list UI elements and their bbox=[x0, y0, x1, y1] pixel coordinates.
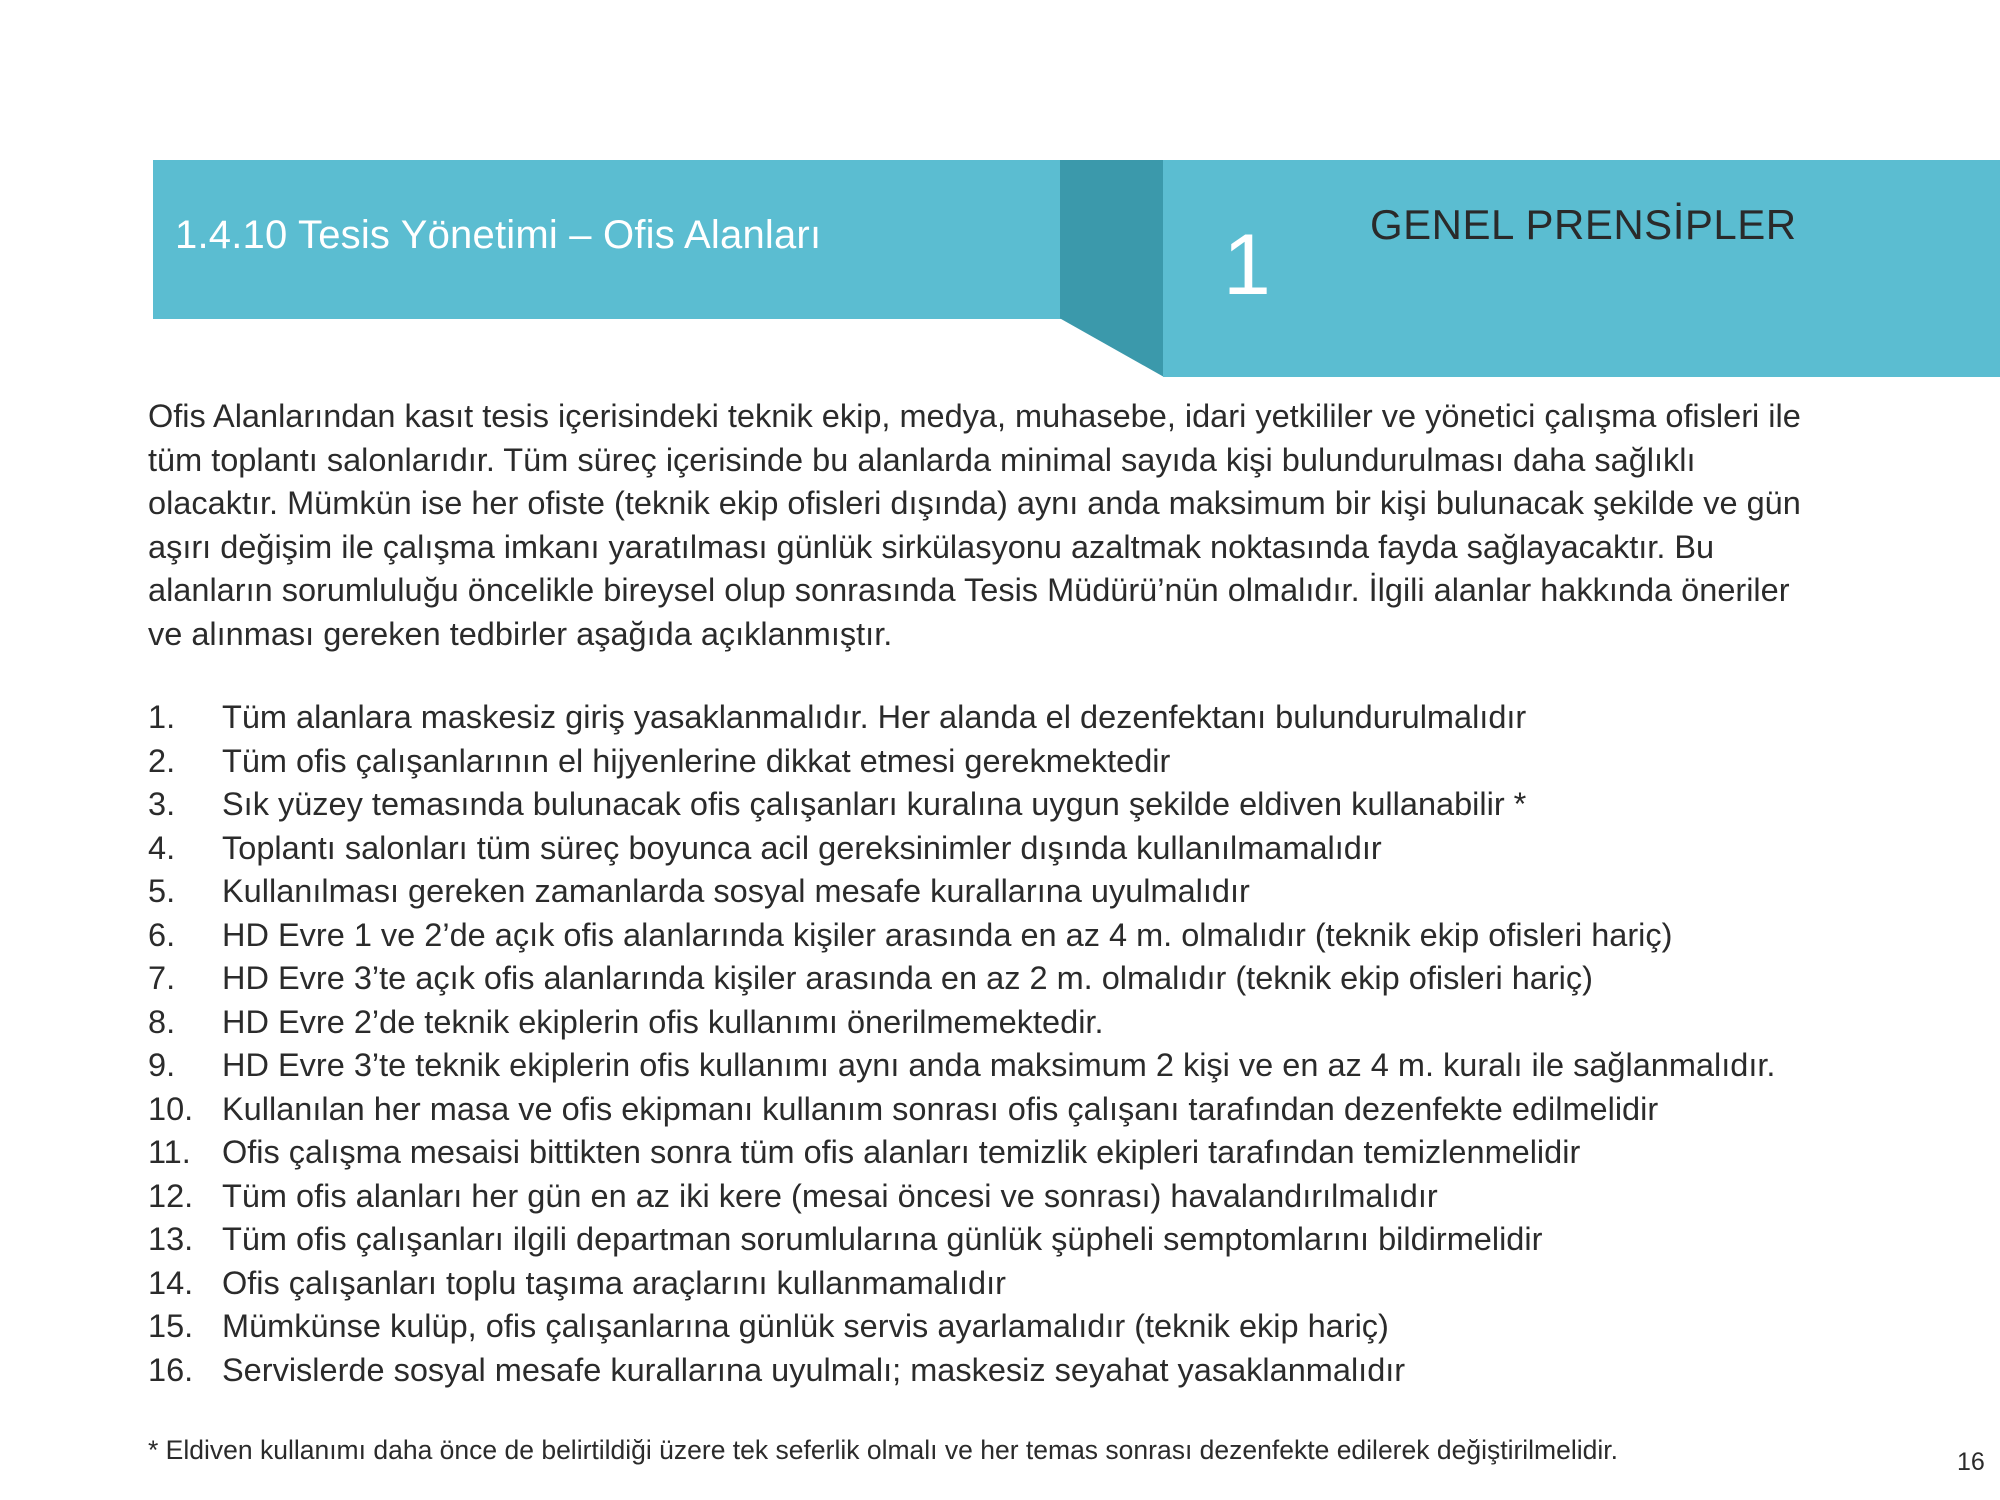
list-item-number: 2. bbox=[148, 742, 176, 779]
list-item-number: 5. bbox=[148, 873, 176, 909]
list-item bbox=[148, 696, 1775, 740]
list-item-number: 7. bbox=[148, 960, 176, 996]
list-item-number: 13. bbox=[148, 1221, 194, 1257]
intro-line: Ofis Alanlarından kasıt tesis içerisindeki teknik ekip, medya, muhasebe, idari yetkililer ve yönetici çalışma ofisleri ile bbox=[148, 398, 1801, 434]
list-item bbox=[148, 1001, 1775, 1045]
list-item-number: 14. bbox=[148, 1264, 194, 1301]
list-item-text: HD Evre 3’te teknik ekiplerin ofis kullanımı aynı anda maksimum 2 kişi ve en az 4 m. kuralı ile sağlanmalıdır. bbox=[222, 1047, 1776, 1083]
list-item bbox=[148, 1175, 1775, 1219]
rules-list bbox=[148, 696, 1775, 1392]
list-item-text: Tüm alanlara maskesiz giriş yasaklanmalıdır. Her alanda el dezenfektanı bulundurulmalıdır bbox=[222, 699, 1527, 735]
list-item-text: Ofis çalışanları toplu taşıma araçlarını kullanmamalıdır bbox=[222, 1264, 1006, 1301]
list-item-number: 16. bbox=[148, 1351, 194, 1388]
list-item bbox=[148, 827, 1775, 871]
list-item-text: HD Evre 1 ve 2’de açık ofis alanlarında kişiler arasında en az 4 m. olmalıdır (teknik ekip ofisleri hariç) bbox=[222, 916, 1673, 953]
list-item-number: 11. bbox=[148, 1134, 191, 1170]
list-item bbox=[148, 1131, 1775, 1175]
list-item bbox=[148, 1305, 1775, 1349]
list-item-number: 4. bbox=[148, 829, 176, 866]
intro-line: alanların sorumluluğu öncelikle bireysel olup sonrasında Tesis Müdürü’nün olmalıdır. İlgili alanlar hakkında öneriler bbox=[148, 572, 1790, 608]
list-item-text: Kullanılan her masa ve ofis ekipmanı kullanım sonrası ofis çalışanı tarafından dezenfekte edilmelidir bbox=[222, 1090, 1659, 1127]
list-item-number: 12. bbox=[148, 1177, 194, 1214]
list-item bbox=[148, 1262, 1775, 1306]
intro-line: ve alınması gereken tedbirler aşağıda açıklanmıştır. bbox=[148, 615, 893, 652]
list-item bbox=[148, 870, 1775, 914]
list-item bbox=[148, 740, 1775, 784]
header-fold-shadow bbox=[1060, 160, 1164, 377]
chapter-title: GENEL PRENSİPLER bbox=[1370, 201, 1797, 248]
intro-line: tüm toplantı salonlarıdır. Tüm süreç içerisinde bu alanlarda minimal sayıda kişi bulundurulması daha sağlıklı bbox=[148, 441, 1696, 478]
list-item-number: 9. bbox=[148, 1047, 176, 1083]
intro-line: olacaktır. Mümkün ise her ofiste (teknik ekip ofisleri dışında) aynı anda maksimum bir kişi bulunacak şekilde ve gün bbox=[148, 485, 1801, 521]
list-item-text: Sık yüzey temasında bulunacak ofis çalışanları kuralına uygun şekilde eldiven kullanabilir * bbox=[222, 786, 1527, 822]
list-item bbox=[148, 783, 1775, 827]
list-item bbox=[148, 1218, 1775, 1262]
list-item-text: Ofis çalışma mesaisi bittikten sonra tüm ofis alanları temizlik ekipleri tarafından temizlenmelidir bbox=[222, 1134, 1581, 1170]
page-number: 16 bbox=[1957, 1448, 1985, 1476]
list-item-number: 3. bbox=[148, 786, 176, 822]
list-item-text: Servislerde sosyal mesafe kurallarına uyulmalı; maskesiz seyahat yasaklanmalıdır bbox=[222, 1351, 1406, 1388]
chapter-header-band bbox=[1163, 160, 2000, 377]
list-item-text: Toplantı salonları tüm süreç boyunca acil gereksinimler dışında kullanılmamalıdır bbox=[222, 829, 1382, 866]
intro-paragraph bbox=[148, 395, 1998, 656]
chapter-number: 1 bbox=[1223, 217, 1271, 313]
list-item bbox=[148, 1349, 1775, 1393]
list-item-number: 6. bbox=[148, 916, 176, 953]
list-item-number: 10. bbox=[148, 1090, 194, 1127]
list-item-text: Tüm ofis çalışanları ilgili departman sorumlularına günlük şüpheli semptomlarını bildirmelidir bbox=[222, 1221, 1543, 1257]
list-item-text: Kullanılması gereken zamanlarda sosyal mesafe kurallarına uyulmalıdır bbox=[222, 873, 1250, 909]
section-title: 1.4.10 Tesis Yönetimi – Ofis Alanları bbox=[175, 213, 822, 257]
list-item-text: HD Evre 3’te açık ofis alanlarında kişiler arasında en az 2 m. olmalıdır (teknik ekip ofisleri hariç) bbox=[222, 960, 1593, 996]
list-item bbox=[148, 957, 1775, 1001]
list-item-number: 15. bbox=[148, 1308, 194, 1344]
list-item-text: Mümkünse kulüp, ofis çalışanlarına günlük servis ayarlamalıdır (teknik ekip hariç) bbox=[222, 1308, 1389, 1344]
list-item-number: 8. bbox=[148, 1003, 176, 1040]
list-item-text: Tüm ofis çalışanlarının el hijyenlerine dikkat etmesi gerekmektedir bbox=[222, 742, 1171, 779]
list-item bbox=[148, 914, 1775, 958]
list-item-number: 1. bbox=[148, 699, 176, 735]
list-item bbox=[148, 1044, 1775, 1088]
list-item-text: HD Evre 2’de teknik ekiplerin ofis kullanımı önerilmemektedir. bbox=[222, 1003, 1104, 1040]
list-item bbox=[148, 1088, 1775, 1132]
intro-line: aşırı değişim ile çalışma imkanı yaratılması günlük sirkülasyonu azaltmak noktasında fayda sağlayacaktır. Bu bbox=[148, 528, 1715, 565]
list-item-text: Tüm ofis alanları her gün en az iki kere (mesai öncesi ve sonrası) havalandırılmalıdır bbox=[222, 1177, 1438, 1214]
footnote: * Eldiven kullanımı daha önce de belirtildiği üzere tek seferlik olmalı ve her temas sonrası dezenfekte edilerek değiştirilmelidir. bbox=[148, 1435, 1618, 1465]
